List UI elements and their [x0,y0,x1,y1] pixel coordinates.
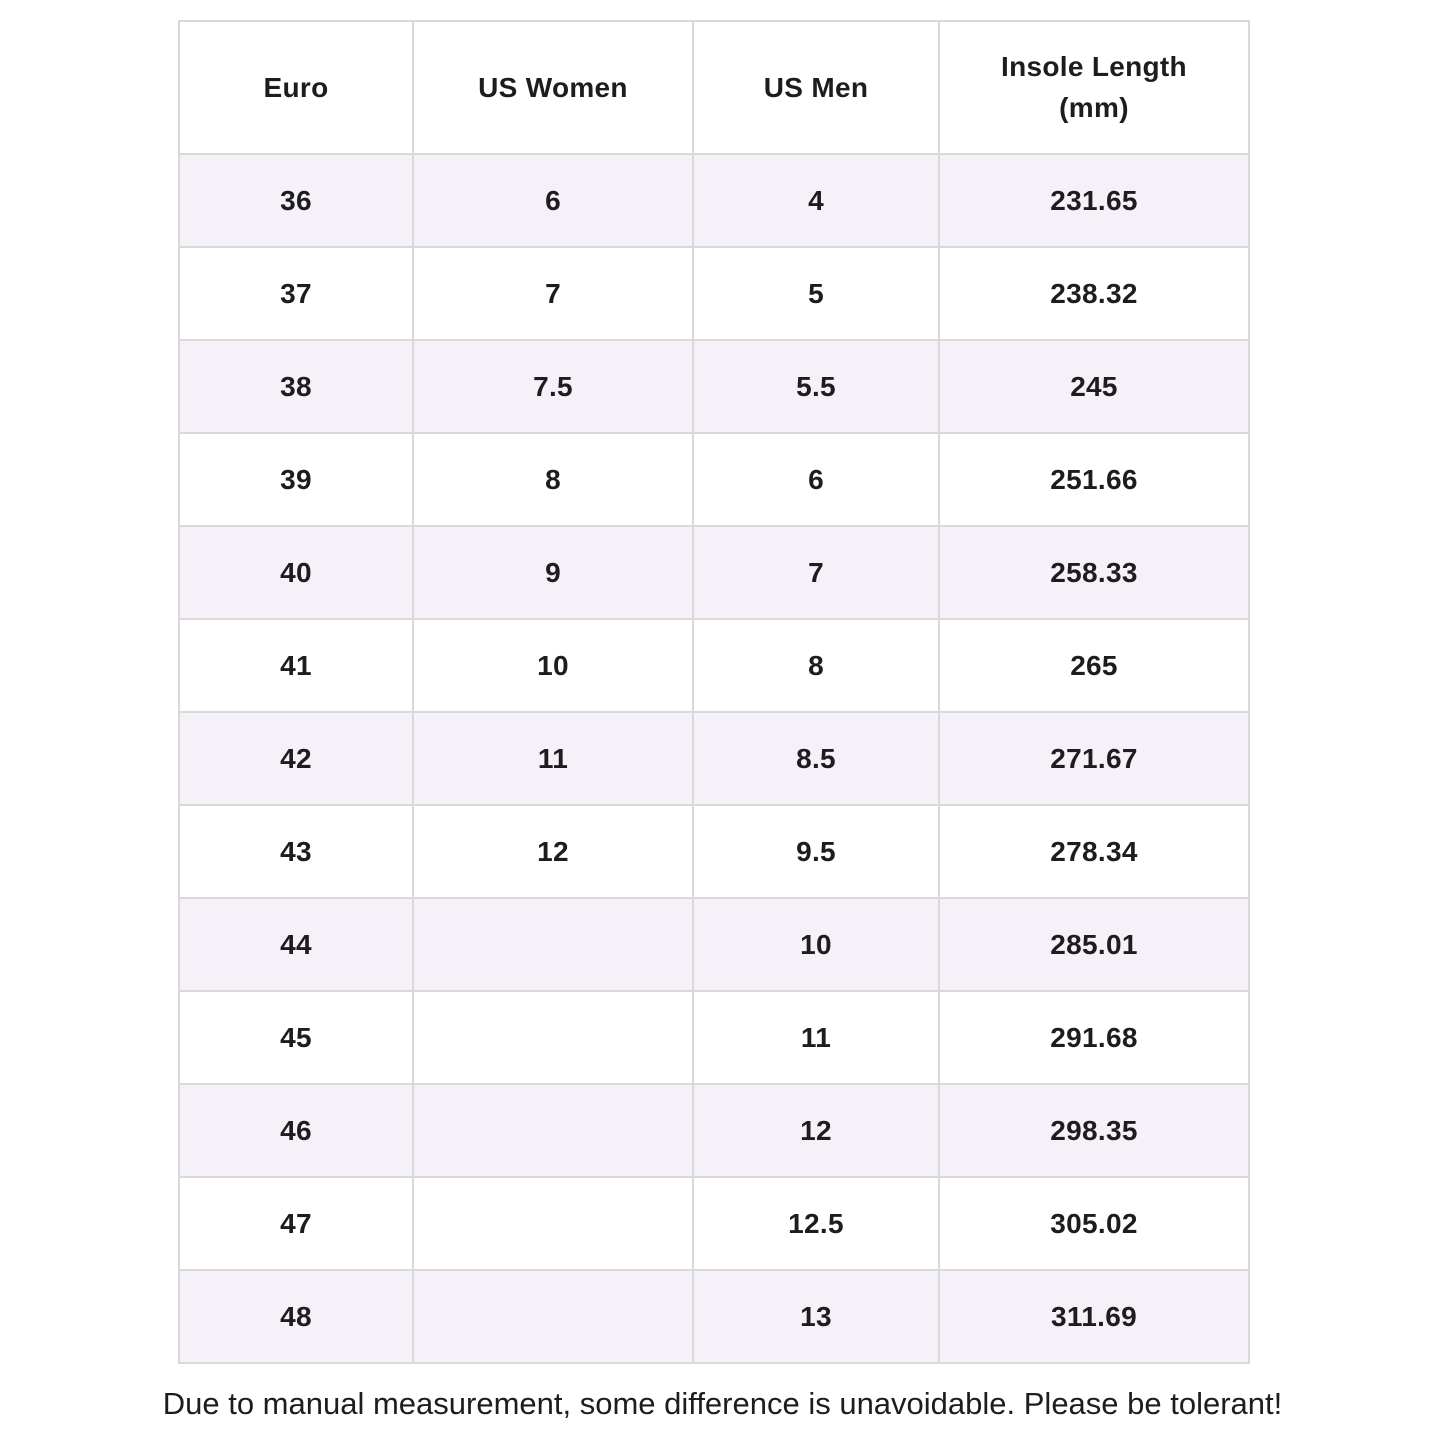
header-insole-length-unit: (mm) [1059,91,1129,123]
cell-us-men: 12.5 [693,1177,939,1270]
cell-insole-length: 311.69 [939,1270,1249,1363]
cell-us-men: 10 [693,898,939,991]
cell-euro: 36 [179,154,413,247]
cell-euro: 48 [179,1270,413,1363]
cell-us-men: 13 [693,1270,939,1363]
cell-us-women: 9 [413,526,693,619]
header-insole-length [939,21,1249,154]
cell-us-women [413,898,693,991]
table-row [179,619,1249,712]
cell-insole-length: 238.32 [939,247,1249,340]
cell-insole-length: 298.35 [939,1084,1249,1177]
cell-insole-length: 251.66 [939,433,1249,526]
cell-euro: 39 [179,433,413,526]
table-row [179,991,1249,1084]
cell-euro: 41 [179,619,413,712]
header-euro: Euro [179,21,413,154]
cell-us-men: 6 [693,433,939,526]
cell-euro: 44 [179,898,413,991]
cell-insole-length: 285.01 [939,898,1249,991]
cell-us-women: 10 [413,619,693,712]
cell-insole-length: 271.67 [939,712,1249,805]
table-row [179,712,1249,805]
cell-insole-length: 265 [939,619,1249,712]
cell-euro: 43 [179,805,413,898]
cell-us-women: 11 [413,712,693,805]
cell-us-men: 8.5 [693,712,939,805]
table-header [179,21,1249,154]
measurement-disclaimer: Due to manual measurement, some difference is unavoidable. Please be tolerant! [162,1386,1283,1421]
cell-euro: 42 [179,712,413,805]
cell-us-women: 12 [413,805,693,898]
cell-us-women: 7.5 [413,340,693,433]
cell-us-men: 7 [693,526,939,619]
cell-us-men: 5.5 [693,340,939,433]
table-row [179,154,1249,247]
cell-euro: 37 [179,247,413,340]
header-us-women: US Women [413,21,693,154]
table-row [179,247,1249,340]
cell-insole-length: 231.65 [939,154,1249,247]
table-row [179,433,1249,526]
cell-us-men: 4 [693,154,939,247]
cell-us-men: 5 [693,247,939,340]
table-row [179,898,1249,991]
cell-insole-length: 245 [939,340,1249,433]
cell-us-men: 12 [693,1084,939,1177]
cell-us-men: 9.5 [693,805,939,898]
cell-euro: 38 [179,340,413,433]
table-row [179,805,1249,898]
cell-us-women: 6 [413,154,693,247]
cell-insole-length: 258.33 [939,526,1249,619]
header-row [179,21,1249,154]
cell-us-women [413,1177,693,1270]
cell-us-women [413,1084,693,1177]
cell-euro: 45 [179,991,413,1084]
table-row [179,340,1249,433]
cell-us-men: 8 [693,619,939,712]
cell-insole-length: 278.34 [939,805,1249,898]
header-insole-length-label: Insole Length [1001,50,1187,82]
cell-insole-length: 291.68 [939,991,1249,1084]
table-row [179,526,1249,619]
cell-us-women: 7 [413,247,693,340]
cell-euro: 47 [179,1177,413,1270]
table-row [179,1084,1249,1177]
cell-euro: 46 [179,1084,413,1177]
cell-us-women [413,1270,693,1363]
table-row [179,1270,1249,1363]
cell-us-men: 11 [693,991,939,1084]
table-body [179,154,1249,1363]
cell-us-women: 8 [413,433,693,526]
cell-insole-length: 305.02 [939,1177,1249,1270]
cell-us-women [413,991,693,1084]
header-us-men: US Men [693,21,939,154]
table-row [179,1177,1249,1270]
size-conversion-table [178,20,1250,1364]
cell-euro: 40 [179,526,413,619]
